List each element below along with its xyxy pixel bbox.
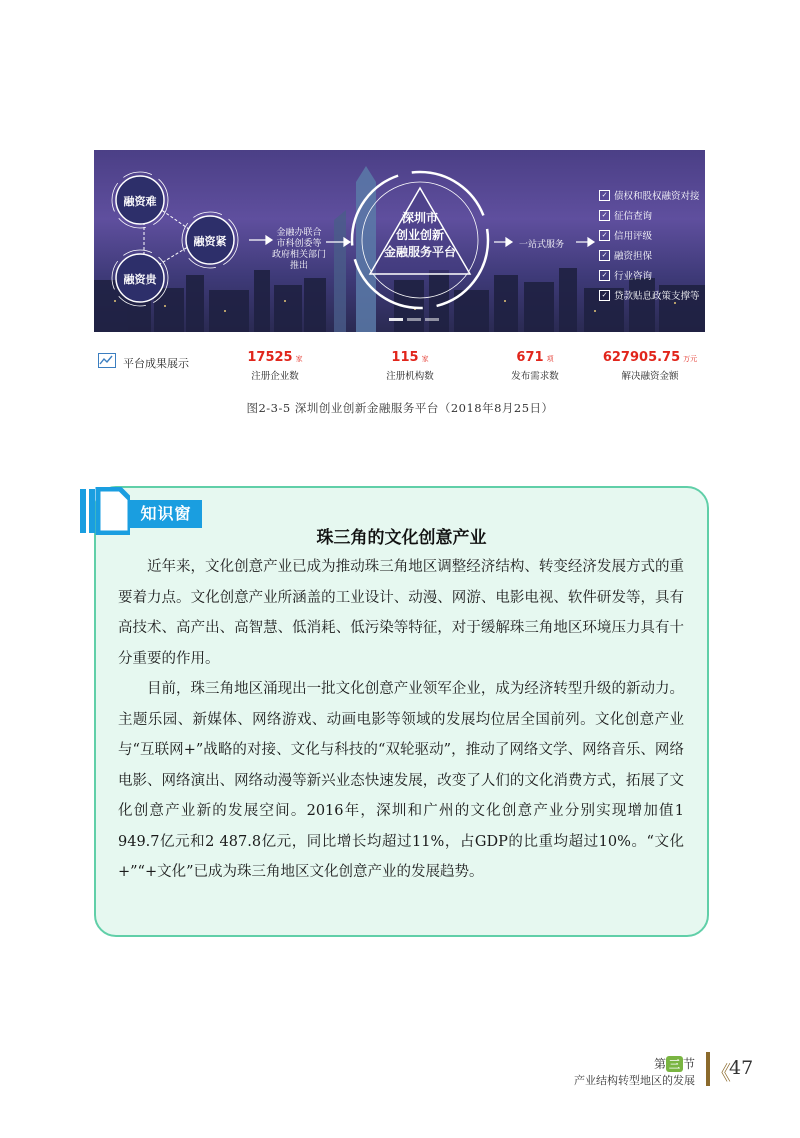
stat-financing-amount: 627905.75 万元 解决融资金额 bbox=[602, 350, 698, 382]
knowledge-title: 珠三角的文化创意产业 bbox=[316, 528, 487, 548]
chart-line-icon bbox=[98, 353, 116, 368]
stats-title: 平台成果展示 bbox=[123, 357, 189, 370]
stat-registered-companies: 17525 家 注册企业数 bbox=[247, 350, 303, 382]
service-item: ✓ 征信查询 bbox=[599, 208, 652, 222]
section-label: 第 三 节 bbox=[654, 1057, 696, 1071]
service-item: ✓ 融资担保 bbox=[599, 248, 652, 262]
check-icon: ✓ bbox=[599, 270, 610, 281]
stat-published-demands: 671 项 发布需求数 bbox=[511, 350, 559, 382]
chevron-left-icon: 《 bbox=[711, 1061, 731, 1085]
page-number: 47 bbox=[729, 1057, 754, 1079]
check-icon: ✓ bbox=[599, 210, 610, 221]
service-item: ✓ 信用评级 bbox=[599, 228, 652, 242]
check-icon: ✓ bbox=[599, 190, 610, 201]
platform-name: 深圳市 创业创新 金融服务平台 bbox=[383, 211, 456, 259]
knowledge-paragraph-2: 目前，珠三角地区涌现出一批文化创意产业领军企业，成为经济转型升级的新动力。主题乐园、新媒体、网络游戏、动画电影等领域的发展均位居全国前列。文化创意产业与“互联网+”战略的对接、文化与科技的“双轮驱动”，推动了网络文学、网络音乐、网络电影、网络演出、网络动漫等新兴业态快速发展，改变了人们的文化消费方式，拓展了文化创意产业新的发展空间。2016年，深圳和广州的文化创意产业分别实现增加值1 949.7亿元和2 487.8亿元，同比增长均超过11%，占GDP的比重均超过10%。“文化+”“+文化”已成为珠三角地区文化创意产业的发展趋势。 bbox=[118, 681, 684, 880]
knowledge-paragraph-1: 近年来，文化创意产业已成为推动珠三角地区调整经济结构、转变经济发展方式的重要着力点。文化创意产业所涵盖的工业设计、动漫、网游、电影电视、软件研发等，具有高技术、高产出、高智慧、低消耗、低污染等特征，对于缓解珠三角地区环境压力具有十分重要的作用。 bbox=[118, 559, 684, 667]
check-icon: ✓ bbox=[599, 230, 610, 241]
platform-banner bbox=[94, 150, 705, 332]
section-title: 产业结构转型地区的发展 bbox=[574, 1074, 695, 1087]
knowledge-badge: 知识窗 bbox=[130, 500, 202, 528]
figure-caption: 图2-3-5 深圳创业创新金融服务平台（2018年8月25日） bbox=[246, 401, 554, 415]
section-number: 三 bbox=[666, 1056, 683, 1072]
footer-divider bbox=[706, 1052, 710, 1086]
service-item: ✓ 债权和股权融资对接 bbox=[599, 188, 700, 202]
circle-label-expensive: 融资贵 bbox=[123, 273, 157, 286]
stat-registered-institutions: 115 家 注册机构数 bbox=[386, 350, 434, 382]
carousel-indicator bbox=[389, 318, 439, 321]
launch-description: 金融办联合 市科创委等 政府相关部门 推出 bbox=[271, 228, 326, 271]
one-stop-service-label: 一站式服务 bbox=[519, 240, 565, 250]
service-item: ✓ 行业咨询 bbox=[599, 268, 652, 282]
service-item: ✓ 贷款贴息政策支撑等 bbox=[599, 288, 700, 302]
check-icon: ✓ bbox=[599, 250, 610, 261]
circle-label-difficult: 融资难 bbox=[123, 195, 157, 208]
circle-label-tight: 融资紧 bbox=[193, 235, 227, 248]
check-icon: ✓ bbox=[599, 290, 610, 301]
